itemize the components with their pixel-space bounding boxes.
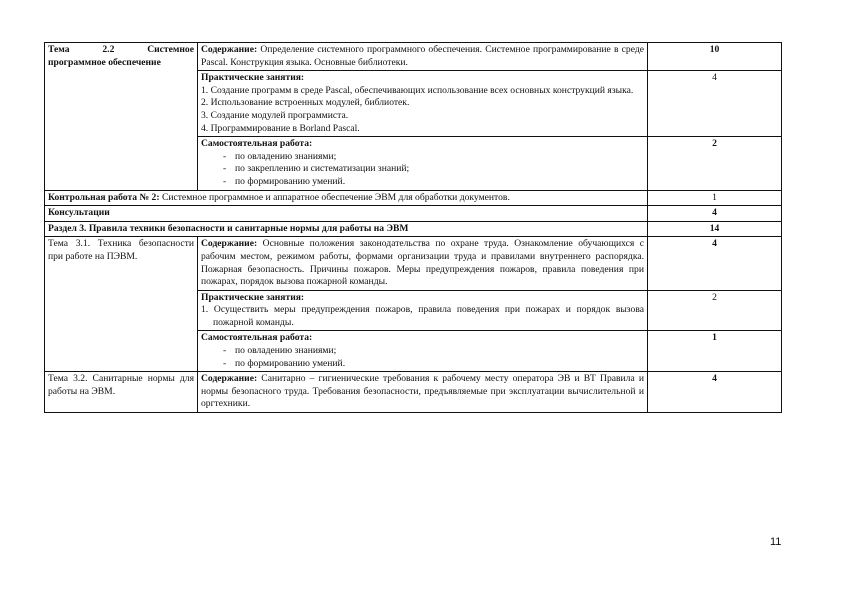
list-item: 4. Программирование в Borland Pascal.	[201, 122, 360, 134]
content-label: Содержание:	[201, 44, 258, 55]
page-number: 11	[770, 536, 782, 548]
self-work-label: Самостоятельная работа:	[201, 138, 313, 150]
practice-list	[201, 85, 644, 135]
content-cell	[198, 43, 648, 71]
practice-cell	[198, 71, 648, 137]
table-row	[45, 372, 782, 413]
content-text: Санитарно – гигиенические требования к рабочему месту оператора ЭВ и ВТ Правила и нормы безопасного труда. Требования безопасности, предъявляемые при эксплуатации вычислительной и оргтехники.	[201, 373, 644, 410]
theme-title-end: программное обеспечение	[48, 56, 161, 68]
table-row	[45, 190, 782, 206]
control-work-cell	[45, 190, 648, 206]
content-text: Основные положения законодательства по охране труда. Ознакомление обучающихся с рабочим местом, режимом работы, формами организации труда и правилами внутреннего распорядка. Пожарная безопасность. Причины пожаров. Меры предупреждения пожаров, правила поведения при пожарах, порядок вызова пожарной команды.	[201, 238, 644, 288]
hours-cell: 4	[648, 71, 782, 137]
list-item: 3. Создание модулей программиста.	[201, 109, 349, 121]
theme-title-start: Системное	[147, 44, 194, 55]
list-item: - по овладению знаниями;	[223, 151, 644, 164]
control-work-label: Контрольная работа № 2:	[48, 191, 160, 203]
curriculum-table	[44, 42, 782, 413]
table-row	[45, 206, 782, 222]
content-cell	[198, 237, 648, 290]
self-work-cell	[198, 137, 648, 190]
consultations-cell: Консультации	[45, 206, 648, 222]
self-work-list	[201, 345, 644, 370]
hours-cell: 2	[648, 290, 782, 331]
list-item: - по формированию умений.	[223, 176, 644, 189]
table-row	[45, 237, 782, 290]
theme-cell: Тема 3.1. Техника безопасности при работе на ПЭВМ.	[45, 237, 198, 372]
self-work-label: Самостоятельная работа:	[201, 332, 313, 344]
section-title-cell: Раздел 3. Правила техники безопасности и санитарные нормы для работы на ЭВМ	[45, 221, 648, 237]
list-item: 1. Осуществить меры предупреждения пожаров, правила поведения при пожарах и порядок вызова пожарной команды.	[201, 304, 644, 328]
list-item: - по овладению знаниями;	[223, 345, 644, 358]
theme-number: 2.2	[102, 44, 115, 55]
hours-cell: 1	[648, 331, 782, 372]
hours-cell: 2	[648, 137, 782, 190]
hours-cell: 14	[648, 221, 782, 237]
content-cell	[198, 372, 648, 413]
list-item: - по формированию умений.	[223, 358, 644, 371]
practice-cell	[198, 290, 648, 331]
theme-word: Тема	[48, 44, 70, 55]
self-work-list	[201, 151, 644, 189]
hours-cell: 4	[648, 372, 782, 413]
hours-cell: 10	[648, 43, 782, 71]
list-item: - по закреплению и систематизации знаний;	[223, 163, 644, 176]
hours-cell: 4	[648, 206, 782, 222]
list-item: 1. Создание программ в среде Pascal, обеспечивающих использование всех основных конструкций языка.	[201, 84, 634, 96]
table-row	[45, 221, 782, 237]
list-item: 2. Использование встроенных модулей, библиотек.	[201, 97, 410, 109]
content-label: Содержание:	[201, 238, 258, 250]
theme-cell	[45, 43, 198, 191]
table-row	[45, 43, 782, 71]
hours-cell: 4	[648, 237, 782, 290]
hours-cell: 1	[648, 190, 782, 206]
control-work-text: Системное программное и аппаратное обеспечение ЭВМ для обработки документов.	[161, 191, 510, 203]
practice-label: Практические занятия:	[201, 291, 305, 303]
practice-label: Практические занятия:	[201, 72, 305, 84]
content-text: Определение системного программного обеспечения. Системное программирование в среде Pascal. Конструкция языка. Основные библиотеки.	[201, 44, 644, 68]
practice-list	[201, 304, 644, 329]
self-work-cell	[198, 331, 648, 372]
content-label: Содержание:	[201, 373, 258, 385]
theme-cell: Тема 3.2. Санитарные нормы для работы на ЭВМ.	[45, 372, 198, 413]
